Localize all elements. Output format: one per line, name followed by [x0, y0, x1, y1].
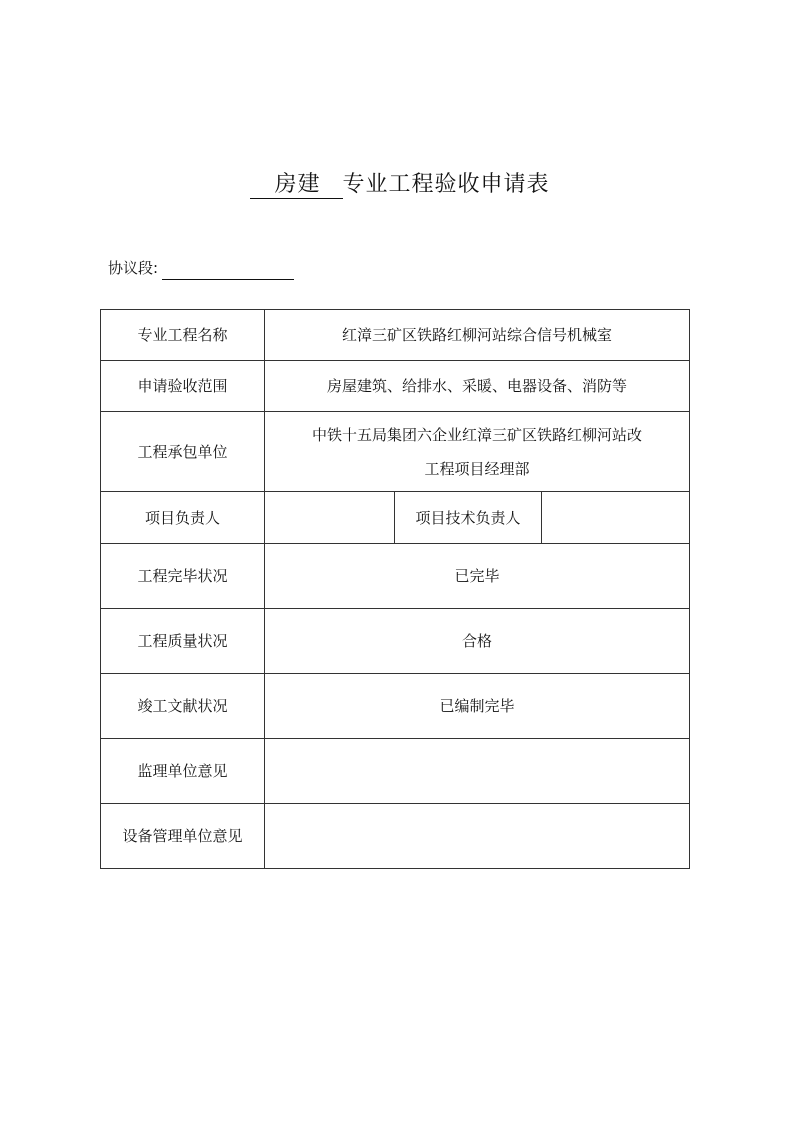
equipment-opinion-value[interactable] — [265, 804, 690, 869]
contractor-value-line1: 中铁十五局集团六企业红漳三矿区铁路红柳河站改 — [312, 425, 643, 444]
title-specialty: 房建 — [250, 172, 342, 199]
form-title — [0, 170, 800, 200]
quality-label: 工程质量状况 — [101, 609, 265, 674]
row-completion — [101, 544, 690, 609]
contractor-value-line2: 工程项目经理部 — [424, 459, 530, 478]
title-text: 专业工程验收申请表 — [342, 172, 550, 197]
tech-manager-label: 项目技术负责人 — [395, 492, 542, 544]
row-scope — [101, 361, 690, 412]
project-name-value: 红漳三矿区铁路红柳河站综合信号机械室 — [265, 310, 690, 361]
scope-label: 申请验收范围 — [101, 361, 265, 412]
project-manager-label: 项目负责人 — [101, 492, 265, 544]
row-project-name — [101, 310, 690, 361]
supervisor-opinion-label: 监理单位意见 — [101, 739, 265, 804]
documents-label: 竣工文献状况 — [101, 674, 265, 739]
acceptance-application-table — [100, 309, 690, 869]
project-name-label: 专业工程名称 — [101, 310, 265, 361]
contractor-value — [265, 412, 690, 492]
row-equipment-opinion — [101, 804, 690, 869]
documents-value: 已编制完毕 — [265, 674, 690, 739]
quality-value: 合格 — [265, 609, 690, 674]
contractor-label: 工程承包单位 — [101, 412, 265, 492]
row-quality — [101, 609, 690, 674]
completion-value: 已完毕 — [265, 544, 690, 609]
row-documents — [101, 674, 690, 739]
row-supervisor-opinion — [101, 739, 690, 804]
project-manager-value[interactable] — [265, 492, 395, 544]
completion-label: 工程完毕状况 — [101, 544, 265, 609]
scope-value: 房屋建筑、给排水、采暖、电器设备、消防等 — [265, 361, 690, 412]
agreement-section-line — [108, 256, 294, 280]
agreement-section-label: 协议段: — [108, 259, 159, 277]
agreement-section-blank[interactable] — [162, 261, 294, 280]
equipment-opinion-label: 设备管理单位意见 — [101, 804, 265, 869]
row-managers — [101, 492, 690, 544]
supervisor-opinion-value[interactable] — [265, 739, 690, 804]
tech-manager-value[interactable] — [542, 492, 690, 544]
row-contractor — [101, 412, 690, 492]
